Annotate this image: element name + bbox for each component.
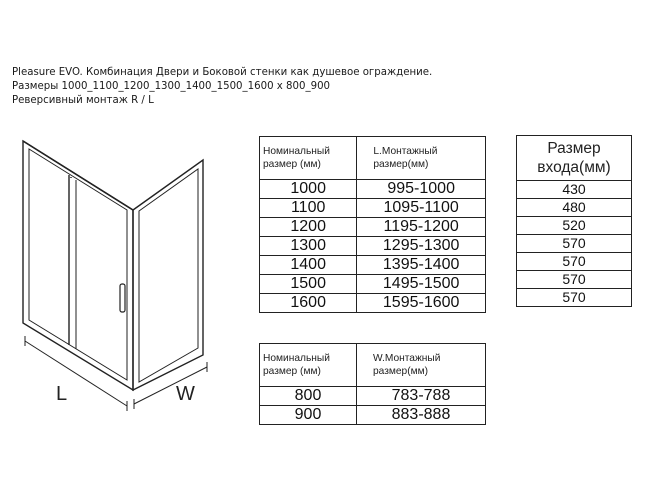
dimension-w-line xyxy=(134,367,207,404)
entry-cell: 430 xyxy=(517,181,632,199)
front-panel-inner-frame xyxy=(29,149,127,380)
entry-cell: 570 xyxy=(517,253,632,271)
entry-cell: 570 xyxy=(517,289,632,307)
table-row xyxy=(517,217,632,235)
side-panel-inner-frame xyxy=(139,169,198,382)
nominal-cell: 1200 xyxy=(260,218,357,237)
product-title-line: Pleasure EVO. Комбинация Двери и Боковой стенки как душевое ограждение. xyxy=(12,67,433,78)
nominal-cell: 1400 xyxy=(260,256,357,275)
header-nominal-size: Номинальный размер (мм) xyxy=(260,137,357,180)
table-row xyxy=(517,199,632,217)
table-row xyxy=(260,275,486,294)
table-row xyxy=(260,218,486,237)
mounting-cell: 1295-1300 xyxy=(357,237,486,256)
mounting-cell: 1395-1400 xyxy=(357,256,486,275)
header-w-mounting-size: W.Монтажный размер(мм) xyxy=(356,344,485,387)
spec-header xyxy=(12,66,432,108)
dimension-l-line xyxy=(25,341,127,406)
header-entry-size: Размер входа(мм) xyxy=(517,136,632,181)
entry-cell: 480 xyxy=(517,199,632,217)
mounting-line: Реверсивный монтаж R / L xyxy=(12,95,154,106)
entry-cell: 570 xyxy=(517,271,632,289)
mounting-cell: 1495-1500 xyxy=(357,275,486,294)
nominal-cell: 1300 xyxy=(260,237,357,256)
sizes-line: Размеры 1000_1100_1200_1300_1400_1500_1600 х 800_900 xyxy=(12,81,331,92)
table-header-row xyxy=(260,137,486,180)
table-row xyxy=(260,180,486,199)
header-l-mounting-size: L.Монтажный размер(мм) xyxy=(357,137,486,180)
mounting-cell: 783-788 xyxy=(356,387,485,406)
mounting-cell: 995-1000 xyxy=(357,180,486,199)
top-edge xyxy=(23,141,133,210)
table-row xyxy=(517,289,632,307)
nominal-cell: 1500 xyxy=(260,275,357,294)
nominal-cell: 1000 xyxy=(260,180,357,199)
entry-cell: 520 xyxy=(517,217,632,235)
header-nominal-size: Номинальный размер (мм) xyxy=(260,344,357,387)
table-row xyxy=(260,387,486,406)
enclosure-drawing xyxy=(0,130,250,420)
table-row xyxy=(517,181,632,199)
nominal-cell: 800 xyxy=(260,387,357,406)
entry-cell: 570 xyxy=(517,235,632,253)
table-row xyxy=(260,294,486,313)
table-row xyxy=(517,235,632,253)
door-handle xyxy=(120,284,125,312)
mounting-cell: 1595-1600 xyxy=(357,294,486,313)
table-row xyxy=(517,253,632,271)
table-row xyxy=(260,256,486,275)
dimension-l-label: L xyxy=(56,383,68,405)
table-row xyxy=(260,406,486,425)
table-header-row xyxy=(517,136,632,181)
table-row xyxy=(517,271,632,289)
entry-size-table xyxy=(516,135,632,307)
mounting-cell: 883-888 xyxy=(356,406,485,425)
mounting-cell: 1095-1100 xyxy=(357,199,486,218)
nominal-cell: 1100 xyxy=(260,199,357,218)
nominal-cell: 1600 xyxy=(260,294,357,313)
side-panel-frame xyxy=(133,160,203,390)
length-sizes-table xyxy=(259,136,486,313)
table-row xyxy=(260,199,486,218)
dimension-w-label: W xyxy=(176,383,195,405)
mounting-cell: 1195-1200 xyxy=(357,218,486,237)
front-panel-frame xyxy=(23,141,133,390)
width-sizes-table xyxy=(259,343,486,425)
table-header-row xyxy=(260,344,486,387)
nominal-cell: 900 xyxy=(260,406,357,425)
table-row xyxy=(260,237,486,256)
